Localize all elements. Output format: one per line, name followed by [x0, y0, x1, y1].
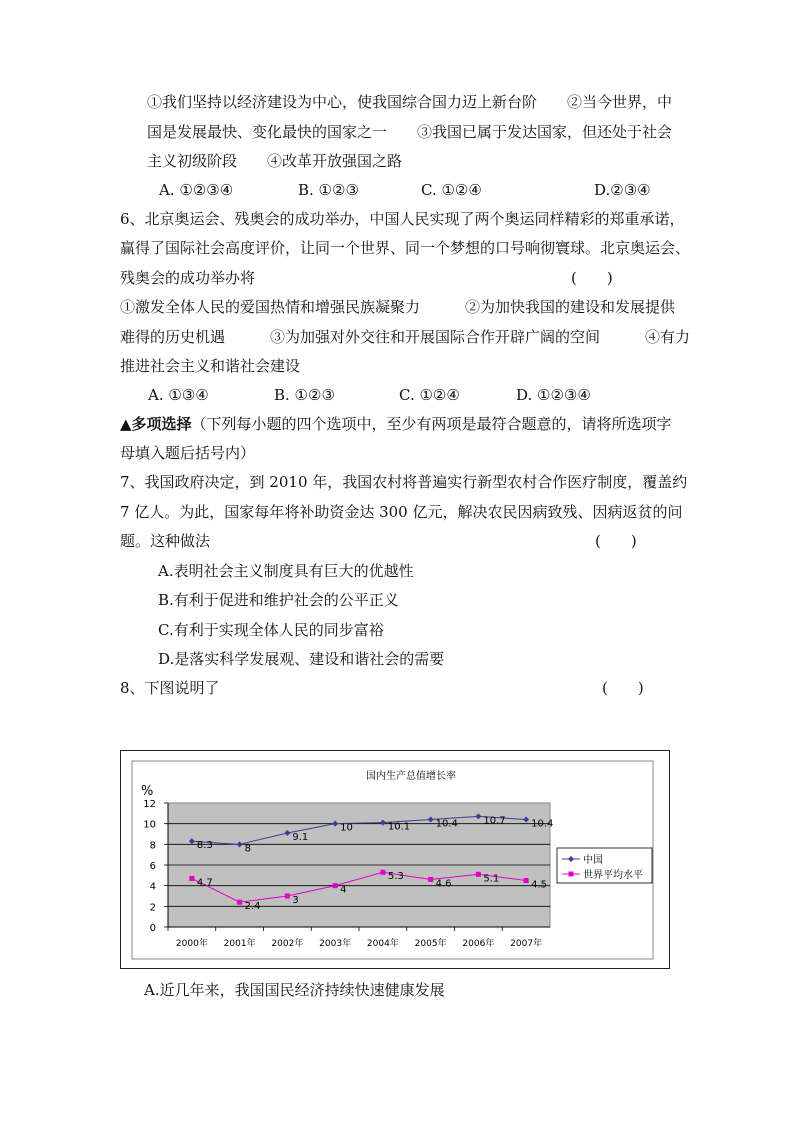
- legend-marker: [569, 872, 574, 877]
- data-label: 4.6: [435, 878, 452, 890]
- q6-option-b: B. ①②③: [274, 386, 335, 404]
- q5-option-c: C. ①②④: [421, 181, 482, 199]
- multi-choice-heading: ▲多项选择: [120, 415, 192, 433]
- q7-stem-line-1: 7、我国政府决定，到 2010 年，我国农村将普遍实行新型农村合作医疗制度，覆盖约: [120, 473, 688, 491]
- data-label: 8: [244, 843, 251, 855]
- q6-stem-line-1: 6、北京奥运会、残奥会的成功举办，中国人民实现了两个奥运同样精彩的郑重承诺，: [120, 210, 685, 228]
- data-label: 5.3: [387, 871, 404, 883]
- data-label: 9.1: [292, 831, 309, 843]
- y-tick-label: 4: [149, 881, 156, 893]
- x-tick-label: 2004年: [366, 939, 399, 949]
- y-tick-label: 10: [143, 819, 156, 831]
- data-point: [237, 900, 242, 905]
- x-tick-label: 2003年: [319, 939, 352, 949]
- y-tick-label: 2: [149, 902, 156, 914]
- q6-option-a: A. ①③④: [148, 386, 209, 404]
- data-label: 8.3: [196, 840, 213, 852]
- q8-answer-paren: ( ): [602, 679, 644, 697]
- q6-option-c: C. ①②④: [399, 386, 460, 404]
- x-tick-label: 2005年: [414, 939, 447, 949]
- x-tick-label: 2002年: [271, 939, 304, 949]
- data-label: 4: [340, 884, 347, 896]
- data-point: [428, 877, 433, 882]
- q6-option-d: D. ①②③④: [516, 386, 591, 404]
- q5-option-b: B. ①②③: [298, 181, 359, 199]
- q7-answer-paren: ( ): [595, 532, 637, 550]
- data-label: 10.4: [531, 818, 554, 830]
- multi-choice-instruction-line-1: [120, 414, 672, 434]
- data-point: [524, 878, 529, 883]
- x-tick-label: 2007年: [510, 939, 543, 949]
- data-point: [189, 876, 194, 881]
- data-point: [285, 894, 290, 899]
- q6-statement-line-2: 难得的历史机遇 ③为加强对外交往和开展国际合作开辟广阔的空间 ④有力: [120, 328, 691, 346]
- x-tick-label: 2001年: [223, 939, 256, 949]
- data-label: 2.4: [244, 901, 261, 913]
- y-axis-label: %: [141, 784, 154, 799]
- q8-stem: 8、下图说明了: [120, 679, 220, 697]
- legend-label: 世界平均水平: [583, 870, 643, 881]
- data-label: 10: [340, 822, 353, 834]
- q6-stem-line-2: 赢得了国际社会高度评价，让同一个世界、同一个梦想的口号响彻寰球。北京奥运会、: [120, 239, 691, 257]
- y-tick-label: 0: [149, 923, 156, 934]
- data-label: 10.7: [483, 815, 506, 827]
- legend-label: 中国: [583, 855, 603, 866]
- chart-legend: [557, 848, 652, 883]
- q5-option-a: A. ①②③④: [159, 181, 234, 199]
- q5-statement-line-3: 主义初级阶段 ④改革开放强国之路: [147, 152, 403, 170]
- x-tick-label: 2006年: [462, 939, 495, 949]
- q6-statement-line-1: ①激发全体人民的爱国热情和增强民族凝聚力 ②为加快我国的建设和发展提供: [120, 298, 676, 316]
- data-point: [380, 870, 385, 875]
- data-label: 10.4: [435, 818, 458, 830]
- chart-canvas: [121, 751, 669, 968]
- data-label: 3: [292, 895, 299, 906]
- q7-stem-line-3: 题。这种做法: [120, 532, 211, 550]
- q7-option-d: D.是落实科学发展观、建设和谐社会的需要: [158, 650, 445, 668]
- data-label: 4.5: [531, 879, 548, 891]
- gdp-growth-chart: [120, 750, 670, 969]
- data-label: 10.1: [387, 821, 411, 833]
- data-point: [476, 872, 481, 877]
- q7-option-a: A.表明社会主义制度具有巨大的优越性: [158, 562, 414, 580]
- data-label: 5.1: [483, 873, 500, 885]
- q5-option-d: D.②③④: [594, 181, 651, 199]
- multi-choice-instruction-text: （下列每小题的四个选项中，至少有两项是最符合题意的，请将所选项字: [191, 415, 672, 433]
- data-point: [333, 883, 338, 888]
- y-tick-label: 12: [143, 799, 156, 810]
- q8-option-a: A.近几年来，我国国民经济持续快速健康发展: [144, 981, 445, 999]
- q6-answer-paren: ( ): [571, 269, 613, 287]
- multi-choice-instruction-line-2: 母填入题后括号内）: [120, 444, 256, 462]
- q7-option-b: B.有利于促进和维护社会的公平正义: [158, 591, 399, 609]
- q6-stem-line-3: 残奥会的成功举办将: [120, 269, 256, 287]
- q7-option-c: C.有利于实现全体人民的同步富裕: [158, 621, 384, 639]
- y-tick-label: 6: [149, 861, 156, 872]
- q7-stem-line-2: 7 亿人。为此，国家每年将补助资金达 300 亿元，解决农民因病致残、因病返贫的问: [120, 503, 683, 521]
- y-tick-label: 8: [149, 840, 156, 852]
- q5-statement-line-1: ①我们坚持以经济建设为中心，使我国综合国力迈上新台阶 ②当今世界，中: [147, 93, 673, 111]
- q5-statement-line-2: 国是发展最快、变化最快的国家之一 ③我国已属于发达国家，但还处于社会: [147, 123, 673, 141]
- q6-statement-line-3: 推进社会主义和谐社会建设: [120, 357, 301, 375]
- chart-title: 国内生产总值增长率: [366, 771, 456, 782]
- data-label: 4.7: [196, 877, 213, 889]
- x-tick-label: 2000年: [175, 939, 208, 949]
